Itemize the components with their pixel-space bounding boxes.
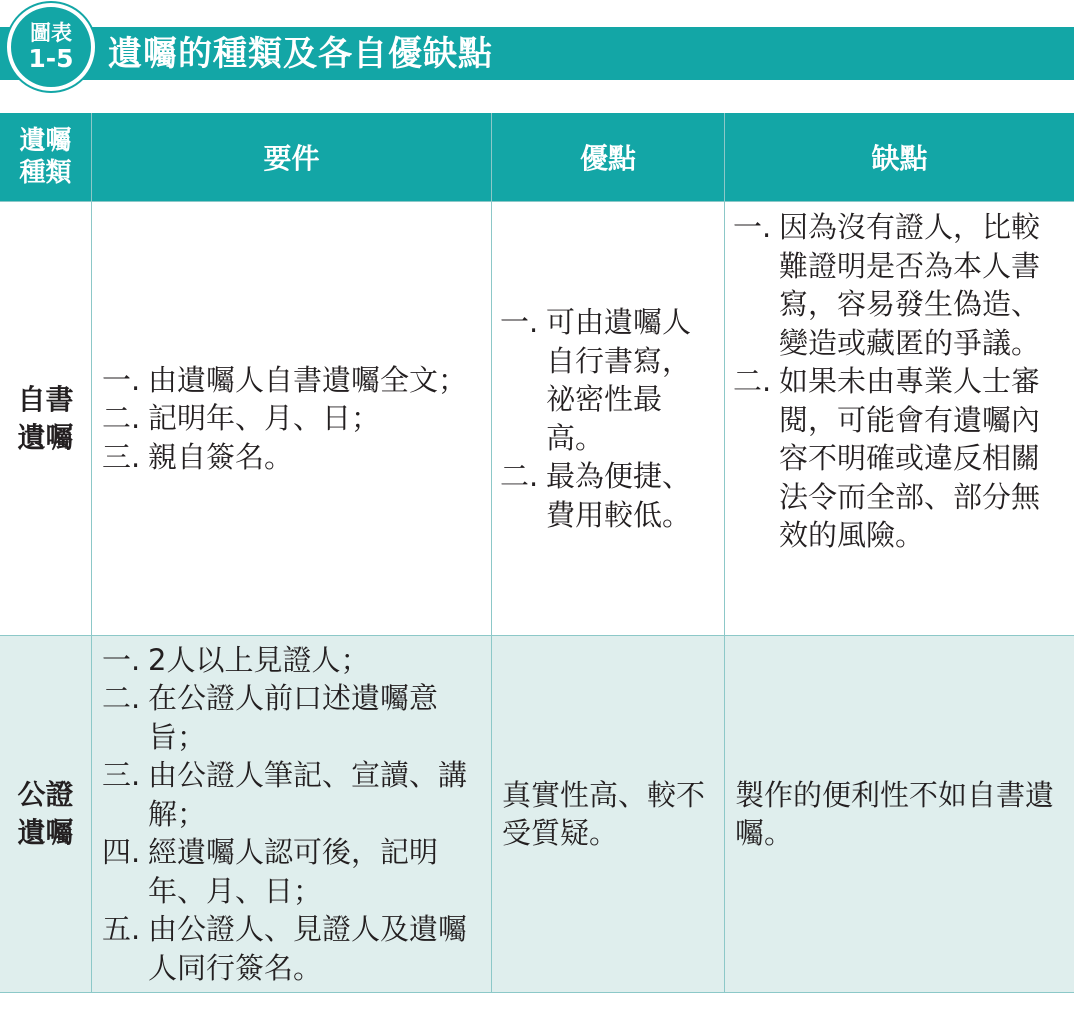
list-item: 二. 如果未由專業人士審閱，可能會有遺囑內容不明確或違反相關法令而全部、部分無效的風險。 — [733, 364, 1041, 552]
holographic-requirements-cell — [92, 202, 492, 636]
holographic-disadvantages-cell — [725, 202, 1074, 636]
comparison-table — [0, 113, 1074, 993]
holographic-disadvantages-list — [733, 208, 1064, 555]
badge-number: 1-5 — [28, 44, 74, 73]
holographic-advantages-cell — [492, 202, 725, 636]
header-requirements: 要件 — [92, 113, 492, 202]
holographic-advantages-list — [500, 303, 716, 534]
notarial-requirements-list — [102, 641, 477, 988]
notarial-disadvantages-text: 製作的便利性不如自書遺囑。 — [735, 777, 1055, 850]
list-item: 一. 可由遺囑人自行書寫，祕密性最高。 — [500, 305, 692, 455]
header-advantages: 優點 — [492, 113, 725, 202]
badge-label: 圖表 — [30, 21, 72, 45]
list-item: 五. 由公證人、見證人及遺囑人同行簽名。 — [102, 912, 468, 985]
list-item: 二. 最為便捷、費用較低。 — [500, 459, 692, 532]
header-will-type: 遺囑 種類 — [0, 113, 92, 202]
list-item: 一. 因為沒有證人，比較難證明是否為本人書寫，容易發生偽造、變造或藏匿的爭議。 — [733, 210, 1041, 360]
page-title: 遺囑的種類及各自優缺點 — [108, 34, 493, 74]
notarial-advantages-cell — [492, 636, 725, 993]
list-item: 一. 由遺囑人自書遺囑全文； — [102, 362, 468, 397]
list-item: 二. 在公證人前口述遺囑意旨； — [102, 681, 439, 754]
header-disadvantages: 缺點 — [725, 113, 1074, 202]
list-item: 四. 經遺囑人認可後，記明年、月、日； — [102, 835, 439, 908]
holographic-requirements-list — [102, 361, 467, 477]
list-item: 二. 記明年、月、日； — [102, 401, 381, 436]
row-label-holographic-will: 自書 遺囑 — [0, 202, 92, 636]
figure-badge — [7, 3, 95, 91]
notarial-advantages-text: 真實性高、較不受質疑。 — [502, 777, 706, 850]
list-item: 一. 2人以上見證人； — [102, 642, 370, 677]
notarial-disadvantages-cell — [725, 636, 1074, 993]
row-label-notarial-will: 公證 遺囑 — [0, 636, 92, 993]
list-item: 三. 親自簽名。 — [102, 439, 294, 474]
list-item: 三. 由公證人筆記、宣讀、講解； — [102, 758, 468, 831]
notarial-requirements-cell — [92, 636, 492, 993]
